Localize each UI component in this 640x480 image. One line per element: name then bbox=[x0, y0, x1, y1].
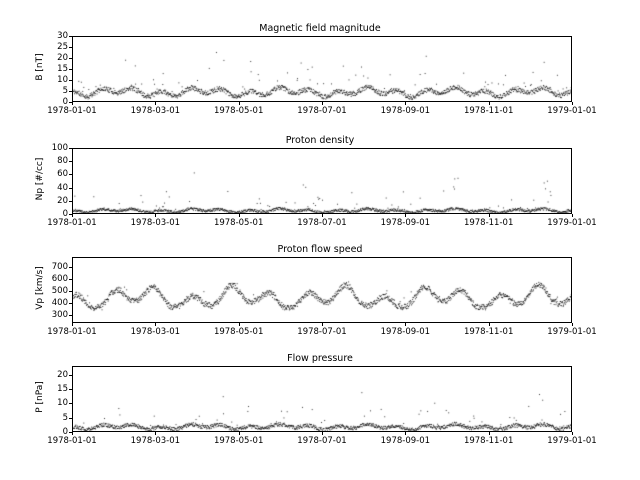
x-tick-label: 1979-01-01 bbox=[547, 106, 597, 116]
y-tick-mark bbox=[69, 80, 72, 81]
x-tick-label: 1978-09-01 bbox=[380, 106, 431, 116]
y-tick-label: 300 bbox=[51, 309, 68, 320]
x-tick-mark bbox=[239, 432, 240, 435]
y-tick-mark bbox=[69, 375, 72, 376]
chart-panel bbox=[0, 244, 640, 353]
y-tick-label: 0 bbox=[62, 427, 68, 437]
y-tick-mark bbox=[69, 418, 72, 419]
x-tick-mark bbox=[322, 102, 323, 105]
y-tick-label: 10 bbox=[57, 398, 68, 409]
y-tick-label: 20 bbox=[57, 53, 68, 63]
chart-panel bbox=[0, 135, 640, 244]
data-scatter-layer bbox=[73, 149, 572, 214]
x-tick-mark bbox=[239, 102, 240, 105]
y-tick-label: 0 bbox=[62, 97, 68, 107]
x-tick-mark bbox=[155, 214, 156, 217]
y-axis-label: Np [#/cc] bbox=[35, 157, 45, 201]
panel-title: Flow pressure bbox=[287, 353, 353, 364]
x-tick-mark bbox=[322, 323, 323, 326]
x-tick-label: 1978-05-01 bbox=[213, 106, 264, 116]
plot-area bbox=[72, 36, 572, 102]
plot-area bbox=[72, 148, 572, 214]
y-tick-label: 400 bbox=[51, 297, 68, 308]
x-tick-mark bbox=[489, 432, 490, 435]
x-tick-label: 1978-01-01 bbox=[47, 327, 97, 337]
y-tick-mark bbox=[69, 174, 72, 175]
y-tick-label: 15 bbox=[57, 64, 68, 74]
x-tick-label: 1978-03-01 bbox=[130, 218, 181, 228]
x-tick-label: 1978-07-01 bbox=[297, 218, 347, 228]
x-tick-mark bbox=[72, 214, 73, 217]
x-tick-label: 1978-05-01 bbox=[213, 218, 264, 228]
x-tick-mark bbox=[72, 323, 73, 326]
y-tick-label: 500 bbox=[51, 285, 68, 296]
y-tick-label: 25 bbox=[57, 42, 68, 52]
y-tick-mark bbox=[69, 69, 72, 70]
x-tick-mark bbox=[405, 102, 406, 105]
x-tick-label: 1978-09-01 bbox=[380, 327, 431, 337]
plot-area bbox=[72, 257, 572, 323]
x-tick-label: 1978-09-01 bbox=[380, 218, 431, 228]
x-tick-mark bbox=[405, 323, 406, 326]
y-tick-mark bbox=[69, 303, 72, 304]
plot-area bbox=[72, 366, 572, 432]
x-tick-label: 1978-07-01 bbox=[297, 106, 347, 116]
x-tick-mark bbox=[489, 323, 490, 326]
x-tick-mark bbox=[572, 323, 573, 326]
y-tick-mark bbox=[69, 291, 72, 292]
x-tick-label: 1978-11-01 bbox=[463, 106, 514, 116]
y-tick-mark bbox=[69, 403, 72, 404]
x-tick-label: 1978-01-01 bbox=[47, 436, 97, 446]
y-tick-label: 600 bbox=[51, 273, 68, 284]
x-tick-label: 1979-01-01 bbox=[547, 327, 597, 337]
x-tick-mark bbox=[155, 102, 156, 105]
x-tick-label: 1978-11-01 bbox=[463, 436, 514, 446]
x-tick-mark bbox=[239, 323, 240, 326]
x-tick-label: 1978-09-01 bbox=[380, 436, 431, 446]
x-tick-mark bbox=[572, 432, 573, 435]
x-tick-label: 1978-03-01 bbox=[130, 327, 181, 337]
y-tick-mark bbox=[69, 148, 72, 149]
x-tick-label: 1978-03-01 bbox=[130, 106, 181, 116]
y-tick-mark bbox=[69, 58, 72, 59]
y-tick-label: 20 bbox=[57, 195, 68, 206]
y-axis-label: B [nT] bbox=[35, 53, 45, 81]
y-axis-label: P [nPa] bbox=[35, 381, 45, 413]
x-tick-label: 1979-01-01 bbox=[547, 218, 597, 228]
y-tick-label: 100 bbox=[51, 143, 68, 153]
x-tick-label: 1978-07-01 bbox=[297, 436, 347, 446]
x-tick-mark bbox=[405, 432, 406, 435]
data-scatter-layer bbox=[73, 37, 572, 102]
x-tick-mark bbox=[572, 214, 573, 217]
panel-title: Proton density bbox=[285, 135, 355, 146]
y-tick-mark bbox=[69, 47, 72, 48]
y-tick-mark bbox=[69, 161, 72, 162]
y-tick-label: 5 bbox=[62, 412, 68, 423]
panel-title: Proton flow speed bbox=[277, 244, 363, 255]
panel-title: Magnetic field magnitude bbox=[259, 23, 381, 34]
y-tick-mark bbox=[69, 279, 72, 280]
y-tick-label: 0 bbox=[62, 209, 68, 219]
y-tick-mark bbox=[69, 201, 72, 202]
y-tick-label: 20 bbox=[57, 369, 68, 380]
x-tick-label: 1979-01-01 bbox=[547, 436, 597, 446]
y-tick-mark bbox=[69, 36, 72, 37]
x-tick-mark bbox=[72, 432, 73, 435]
y-tick-label: 60 bbox=[57, 169, 68, 180]
x-tick-mark bbox=[239, 214, 240, 217]
x-tick-label: 1978-05-01 bbox=[213, 436, 264, 446]
x-tick-label: 1978-11-01 bbox=[463, 218, 514, 228]
x-tick-mark bbox=[405, 214, 406, 217]
x-tick-mark bbox=[489, 102, 490, 105]
y-tick-label: 80 bbox=[57, 156, 68, 167]
x-tick-mark bbox=[155, 432, 156, 435]
y-tick-mark bbox=[69, 91, 72, 92]
x-tick-mark bbox=[322, 214, 323, 217]
x-tick-label: 1978-01-01 bbox=[47, 106, 97, 116]
y-tick-label: 5 bbox=[62, 86, 68, 96]
x-tick-label: 1978-11-01 bbox=[463, 327, 514, 337]
x-tick-label: 1978-05-01 bbox=[213, 327, 264, 337]
y-tick-mark bbox=[69, 315, 72, 316]
y-tick-mark bbox=[69, 188, 72, 189]
y-tick-label: 40 bbox=[57, 182, 68, 193]
x-tick-mark bbox=[322, 432, 323, 435]
x-tick-mark bbox=[489, 214, 490, 217]
y-tick-mark bbox=[69, 267, 72, 268]
x-tick-mark bbox=[572, 102, 573, 105]
x-tick-mark bbox=[72, 102, 73, 105]
y-tick-label: 15 bbox=[57, 383, 68, 394]
x-tick-mark bbox=[155, 323, 156, 326]
x-tick-label: 1978-07-01 bbox=[297, 327, 347, 337]
x-tick-label: 1978-01-01 bbox=[47, 218, 97, 228]
chart-panel bbox=[0, 23, 640, 132]
y-tick-mark bbox=[69, 389, 72, 390]
y-tick-label: 30 bbox=[57, 31, 68, 41]
data-scatter-layer bbox=[73, 367, 572, 432]
y-tick-label: 700 bbox=[51, 261, 68, 272]
y-axis-label: Vp [km/s] bbox=[35, 266, 45, 310]
chart-panel bbox=[0, 353, 640, 462]
y-tick-label: 10 bbox=[57, 75, 68, 85]
data-scatter-layer bbox=[73, 258, 572, 323]
x-tick-label: 1978-03-01 bbox=[130, 436, 181, 446]
